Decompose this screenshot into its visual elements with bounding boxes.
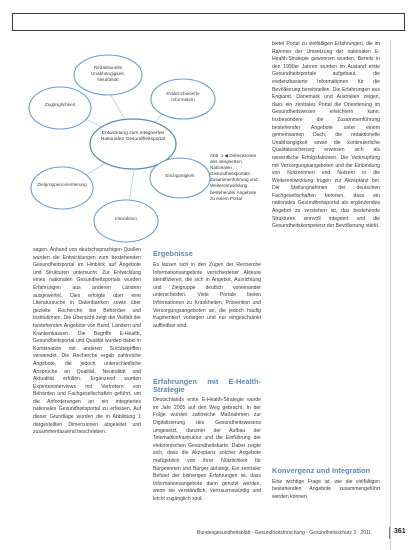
node-evidence — [151, 79, 215, 119]
paragraph: Deutschlands erste E-Health-Strategie wurde im Jahr 2005 auf den Weg gebracht. In der Folge wurden zahlreiche Maßnahmen zur Digitalisierung des Gesundheitswesens umgesetzt, darunter der Aufbau der Telematikinfrastruktur und die Einführung der elektronischen Gesundheitskarte. Dabei zeigte sich, dass die Akzeptanz solcher Angebote maßgeblich von ihrer Nützlichkeit für Bürgerinnen und Bürger abhängt. Ein zentraler Befund der bisherigen Erfahrungen ist, dass Informationsangebote dann genutzt werden, wenn sie verständlich, vertrauenswürdig und leicht zugänglich sind. — [153, 397, 261, 502]
header-bar — [12, 13, 405, 31]
paragraph: Eine wichtige Frage ist, wie die vielfältigen bestehenden Angebote zusammengeführt werden können. — [272, 478, 380, 500]
heading-convergence: Konvergenz und Integration — [272, 466, 371, 475]
node-label: Evidenzbasierte Information — [166, 91, 200, 102]
node-label: Redaktionelle Unabhängigkeit, Neutralität — [91, 65, 125, 82]
node-label: Einzigartigkeit — [165, 173, 195, 178]
paragraph: Es lassen sich in den Zügen der Recherche Informationsangebote verschiedener Akteure identifizieren, die sich in Angebot, Ausrichtung und Zielgruppe deutlich voneinander unterscheiden. Viele Portale bieten Informationen zu Krankheiten, Prävention und Versorgungsangeboten an, die jedoch häufig fragmentiert vorliegen und nur eingeschränkt auffindbar sind. — [153, 262, 261, 329]
heading-ehealth: Erfahrungen mit E-Health-Strategie — [153, 377, 261, 394]
footer-rule — [389, 527, 390, 539]
node-target-groups — [31, 167, 93, 209]
journal-footer: Bundesgesundheitsblatt - Gesundheitsforschung - Gesundheitsschutz 3 · 2011 — [197, 530, 372, 536]
column-middle — [153, 262, 261, 527]
node-label: Zugänglichkeit — [44, 102, 76, 107]
node-label: Interaktion — [115, 216, 137, 221]
paragraph: sagen. Anhand von deutschsprachigen Quellen wurden die Entwicklungen zum bestehenden Gesundheitsportal im Hinblick auf Angebote und Strukturen untersucht. Zur Entwicklung eines nationalen Gesundheitsportals wurden Erfahrungen aus anderen Ländern ausgewertet. Dies erfolgte über eine Literatursuche in Datenbanken sowie über gezielte Recherche bei Behörden und Institutionen. Die Übersicht zeigt die Vielfalt der bestehenden Angebote von Bund, Ländern und Krankenkassen. Die Begriffe E-Health, Gesundheitsportal und Qualität wurden dabei in Kombination mit anderen Suchbegriffen verwendet. Die Recherche ergab zahlreiche Angebote, die jedoch unterschiedliche Ansprüche an Qualität, Neutralität und Aktualität erfüllen. Ergänzend wurden Experteninterviews mit Vertretern von Behörden und Fachgesellschaften geführt, um die Anforderungen an ein integriertes nationales Gesundheitsportal zu erfassen. Auf dieser Grundlage wurden die in Abbildung 1 dargestellten Dimensionen abgeleitet und zusammenfassend beschrieben. — [33, 247, 141, 436]
portal-dimensions-figure — [20, 38, 257, 243]
node-uniqueness — [150, 158, 210, 198]
paragraph: bietet Portal zu vielfältigen Erfahrungen, die im Rahmen der Umsetzung der nationalen E-Health-Strategie gewonnen wurden. Bereits in den 1990er Jahren wurden im Ausland erste Gesundheitsportale aufgebaut, die evidenzbasierte Informationen für die Bevölkerung bereitstellen. Die Erfahrungen aus England, Dänemark und Australien zeigen, dass ein zentrales Portal die Orientierung im Gesundheitswesen erleichtern kann. Insbesondere die Zusammenführung bestehender Angebote unter einem gemeinsamen Dach, die redaktionelle Unabhängigkeit sowie die kontinuierliche Qualitätssicherung erwiesen sich als wesentliche Erfolgsfaktoren. Die Verknüpfung mit Versorgungsangeboten und die Einbindung von Nutzerinnen und Nutzern in die Weiterentwicklung trugen zur Akzeptanz bei. Die Stellungnahmen der deutschen Fachgesellschaften betonen, dass ein nationales Gesundheitsportal als ergänzendes Angebot zu verstehen ist, das bestehende Strukturen sinnvoll integriert und die Gesundheitskompetenz der Bevölkerung stärkt. — [272, 41, 380, 230]
node-accessibility — [29, 87, 91, 129]
figure-caption: Abb. 1 ◀ Dimensionen des integrierten Nationalen Gesundheitsportals: Zusammenführung und Weiterentwicklung bestehender Angebote zu einem Portal — [210, 153, 258, 201]
column-left — [33, 247, 141, 437]
page-number: 361 — [394, 528, 406, 535]
column-rule — [390, 40, 391, 550]
node-label: Zielgruppenorientierung — [37, 182, 87, 187]
column-right — [272, 41, 380, 501]
center-label: Entwicklung zum integrierten Nationalen Gesundheitsportal — [100, 131, 166, 143]
node-neutrality — [74, 55, 142, 95]
node-interaction — [94, 200, 158, 242]
heading-results: Ergebnisse — [153, 249, 193, 258]
